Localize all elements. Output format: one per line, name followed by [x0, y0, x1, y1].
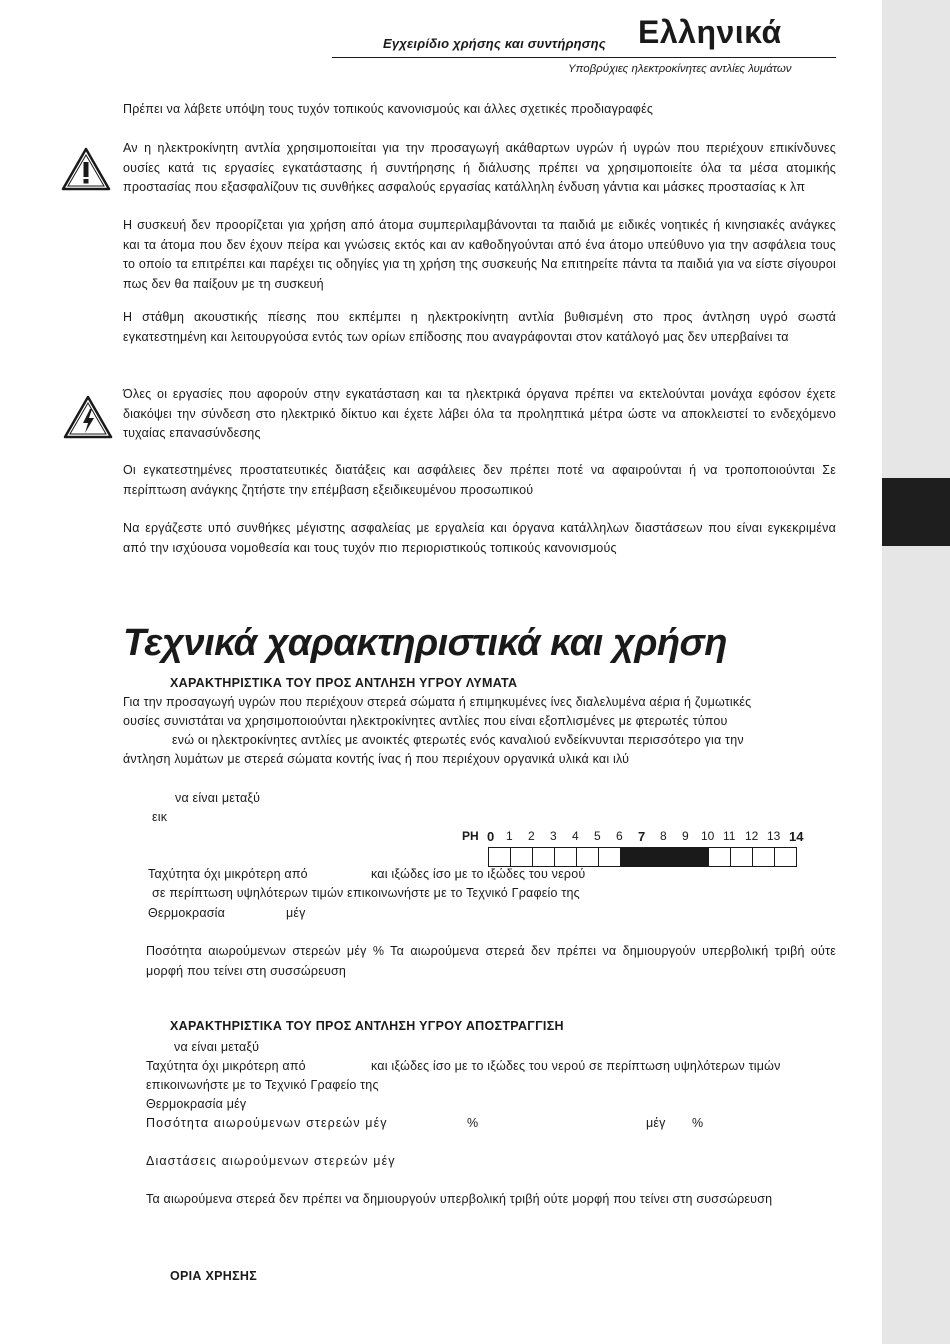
drainage-heading: ΧΑΡΑΚΤΗΡΙΣΤΙΚΑ ΤΟΥ ΠΡΟΣ ΑΝΤΛΗΣΗ ΥΓΡΟΥ ΑΠΟΣΤΡΑΓΓΙΣΗ — [170, 1019, 564, 1033]
language-section-tab — [882, 478, 950, 546]
ph-cell — [621, 848, 643, 866]
safety-paragraph-electrical: Όλες οι εργασίες που αφορούν στην εγκατάσταση και τα ηλεκτρικά όργανα πρέπει να εκτελούνται μονάχα εφόσον έχετε διακόψει την σύνδεση στο ηλεκτρικό δίκτυο και έχετε λάβει όλα τα προληπτικά μέτρα ώστε να αποκλειστεί το ενδεχόμενο τυχαίας επανασύνδεσης — [123, 387, 836, 440]
drainage-velocity: Ταχύτητα όχι μικρότερη από — [146, 1059, 306, 1073]
ph-tick-label: 1 — [506, 829, 513, 843]
ph-cell — [533, 848, 555, 866]
ph-label: PH — [462, 829, 479, 843]
sewage-viscosity: και ιξώδες ίσο με το ιξώδες του νερού — [371, 867, 586, 881]
ph-tick-label: 6 — [616, 829, 623, 843]
ph-tick-label: 7 — [638, 829, 646, 844]
sewage-intro-line-3: ενώ οι ηλεκτροκίνητες αντλίες με ανοικτές φτερωτές ενός καναλιού ενδείκνυνται περισσότερο για την — [172, 733, 744, 747]
safety-paragraph-children: Η συσκευή δεν προορίζεται για χρήση από άτομα συμπεριλαμβάνονται τα παιδιά με ειδικές νοητικές ή κινησιακές ανάγκες και τα άτομα που δεν έχουν πείρα και γνώσεις εκτός και αν καθοδηγούνται από ένα άτομο υπεύθυνο για την ασφάλεια τους το οποίο τα επιτρέπει και παρέχει τις οδηγίες για τη χρήση της συσκευής Να επιτηρείτε πάντα τα παιδιά για να είστε σίγουροι πως δεν θα παίξουν με τη συσκευή — [123, 218, 836, 291]
drainage-solids-max: μέγ — [646, 1116, 666, 1130]
drainage-ph-between: να είναι μεταξύ — [174, 1040, 260, 1054]
ph-cell — [775, 848, 796, 866]
side-margin-bar — [882, 0, 950, 1344]
ph-cell — [489, 848, 511, 866]
electrical-hazard-icon — [62, 394, 114, 445]
ph-tick-label: 13 — [767, 829, 781, 843]
drainage-contact: επικοινωνήστε με το Τεχνικό Γραφείο της — [146, 1078, 379, 1092]
ph-tick-label: 11 — [723, 829, 736, 843]
ph-tick-label: 3 — [550, 829, 557, 843]
ph-tick-label: 0 — [487, 829, 495, 844]
ph-cell — [731, 848, 753, 866]
sewage-velocity: Ταχύτητα όχι μικρότερη από — [148, 867, 308, 881]
sewage-heading: ΧΑΡΑΚΤΗΡΙΣΤΙΚΑ ΤΟΥ ΠΡΟΣ ΑΝΤΛΗΣΗ ΥΓΡΟΥ ΛΥΜΑΤΑ — [170, 676, 518, 690]
ph-cell — [643, 848, 665, 866]
ph-tick-label: 12 — [745, 829, 759, 843]
ph-tick-label: 9 — [682, 829, 689, 843]
section-title: Τεχνικά χαρακτηριστικά και χρήση — [123, 622, 727, 664]
ph-tick-label: 5 — [594, 829, 601, 843]
drainage-solids-percent-2: % — [692, 1116, 704, 1130]
ph-cell — [555, 848, 577, 866]
ph-scale-bar — [488, 847, 797, 867]
ph-cell — [665, 848, 687, 866]
header-divider — [332, 57, 836, 58]
sewage-temperature-max: μέγ — [286, 906, 306, 920]
drainage-friction: Τα αιωρούμενα στερεά δεν πρέπει να δημιουργούν υπερβολική τριβή ούτε μορφή που τείνει στη συσσώρευση — [146, 1192, 773, 1206]
ph-cell — [687, 848, 709, 866]
safety-paragraph-noise: Η στάθμη ακουστικής πίεσης που εκπέμπει η ηλεκτροκίνητη αντλία βυθισμένη στο προς άντληση υγρό σωστά εγκατεστημένη και λειτουργούσα εντός των ορίων επίδοσης που αναγράφονται στον κατάλογό μας δεν υπερβαίνει τα — [123, 310, 836, 344]
drainage-dimensions: Διαστάσεις αιωρούμενων στερεών μέγ — [146, 1154, 396, 1168]
sewage-intro-line-2: ουσίες συνιστάται να χρησιμοποιούνται ηλεκτροκίνητες αντλίες που είναι εξοπλισμένες με φτερωτές τύπου — [123, 714, 728, 728]
language-title: Ελληνικά — [638, 14, 782, 50]
warning-exclamation-icon — [60, 146, 112, 197]
ph-tick-label: 10 — [701, 829, 715, 843]
ph-tick-label: 8 — [660, 829, 667, 843]
safety-paragraph-ppe: Αν η ηλεκτροκίνητη αντλία χρησιμοποιείται για την προσαγωγή ακάθαρτων υγρών ή υγρών που περιέχουν επικίνδυνες ουσίες κατά τις εργασίες εγκατάστασης ή συντήρησης ή διάλυσης πρέπει να χρησιμοποιείτε όλα τα μέσα ατομικής προστασίας που εξασφαλίζουν τις συνθήκες ασφαλούς εργασίας κατάλληλη ένδυση γάντια και μάσκες προστασίας κ λπ — [123, 141, 836, 194]
ph-tick-label: 2 — [528, 829, 535, 843]
manual-subtitle: Εγχειρίδιο χρήσης και συντήρησης — [383, 36, 606, 51]
drainage-temperature: Θερμοκρασία μέγ — [146, 1097, 247, 1111]
product-line: Υποβρύχιες ηλεκτροκίνητες αντλίες λυμάτων — [568, 63, 792, 75]
ph-cell — [753, 848, 775, 866]
limits-heading: ΟΡΙΑ ΧΡΗΣΗΣ — [170, 1269, 258, 1283]
ph-tick-label: 14 — [789, 829, 804, 844]
ph-cell — [511, 848, 533, 866]
sewage-solids: Ποσότητα αιωρούμενων στερεών μέγ % Τα αιωρούμενα στερεά δεν πρέπει να δημιουργούν υπερβολική τριβή ούτε μορφή που τείνει στη συσσώρευση — [146, 944, 836, 978]
ph-cell — [577, 848, 599, 866]
ph-cell — [709, 848, 731, 866]
figure-reference: εικ — [152, 810, 168, 824]
drainage-solids-percent: % — [467, 1116, 479, 1130]
ph-cell — [599, 848, 621, 866]
safety-paragraph-regulations: Πρέπει να λάβετε υπόψη τους τυχόν τοπικούς κανονισμούς και άλλες σχετικές προδιαγραφές — [123, 102, 654, 116]
sewage-ph-between: να είναι μεταξύ — [175, 791, 261, 805]
sewage-contact: σε περίπτωση υψηλότερων τιμών επικοινωνήστε με το Τεχνικό Γραφείο της — [152, 886, 580, 900]
safety-paragraph-protective: Οι εγκατεστημένες προστατευτικές διατάξεις και ασφάλειες δεν πρέπει ποτέ να αφαιρούνται ή να τροποποιούνται Σε περίπτωση ανάγκης ζητήστε την επέμβαση εξειδικευμένου προσωπικού — [123, 463, 836, 497]
drainage-solids-label: Ποσότητα αιωρούμενων στερεών μέγ — [146, 1116, 388, 1130]
sewage-temperature: Θερμοκρασία — [148, 906, 226, 920]
sewage-intro-line-1: Για την προσαγωγή υγρών που περιέχουν στερεά σώματα ή επιμηκυμένες ίνες διαλελυμένα αέρια ή ζυμωτικές — [123, 695, 752, 709]
safety-paragraph-tools: Να εργάζεστε υπό συνθήκες μέγιστης ασφαλείας με εργαλεία και όργανα κατάλληλων διαστάσεων που είναι εγκεκριμένα από την ισχύουσα νομοθεσία και τους τυχόν πιο περιοριστικούς τοπικούς κανονισμούς — [123, 521, 836, 555]
ph-tick-label: 4 — [572, 829, 579, 843]
drainage-viscosity: και ιξώδες ίσο με το ιξώδες του νερού σε περίπτωση υψηλότερων τιμών — [371, 1059, 781, 1073]
sewage-intro-line-4: άντληση λυμάτων με στερεά σώματα κοντής ίνας ή που περιέχουν οργανικά υλικά και ιλύ — [123, 752, 630, 766]
